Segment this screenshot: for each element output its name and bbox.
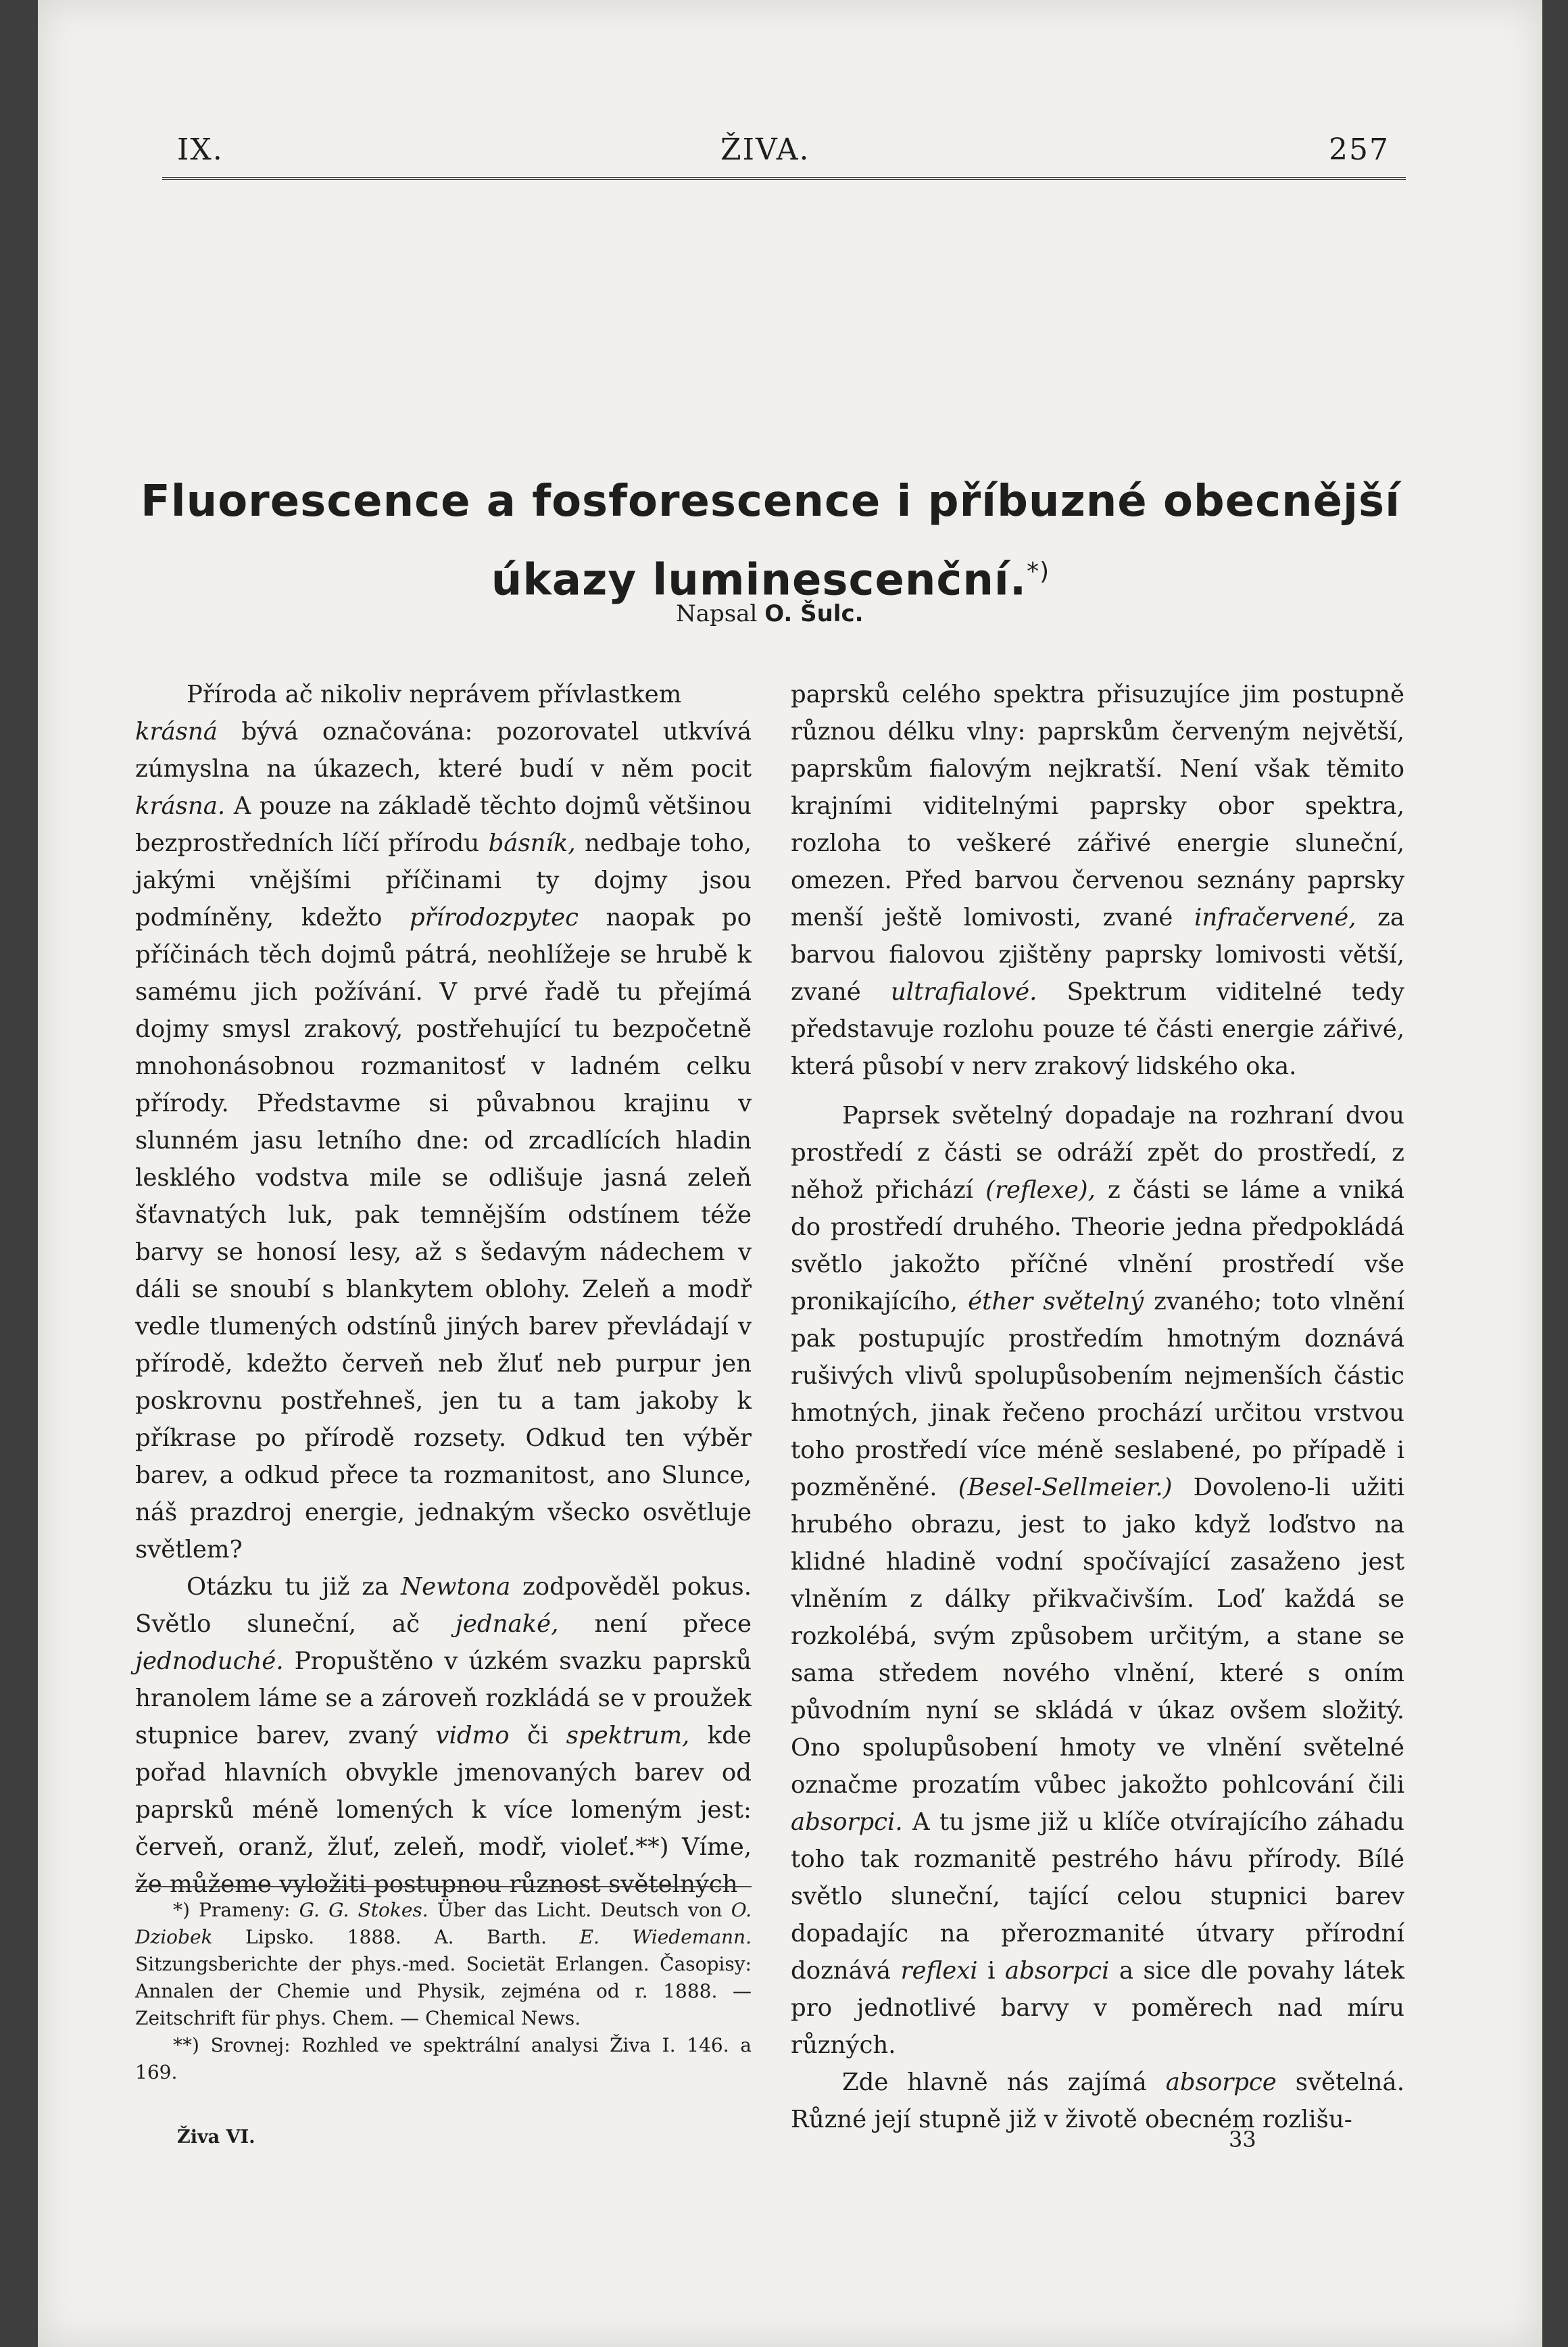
text-run: Sitzungsberichte der phys.-med. Societät Erlangen. Časopisy: Annalen der Chemie und Physik, zejména od r. 1888. — Zeitschrift für phys. Chem. — Chemical News. xyxy=(135,1953,752,2029)
text-run: z části se láme a vniká do prostředí druhého. Theorie jedna předpokládá světlo jakožto příčné vlnění prostředí vše pronikajícího, xyxy=(791,1176,1404,1315)
footnote-rule xyxy=(135,1886,752,1887)
italic-run: reflexi xyxy=(900,1957,978,1985)
running-head-journal: ŽIVA. xyxy=(720,132,810,167)
italic-run: absorpce xyxy=(1165,2068,1277,2096)
text-run: za barvou fialovou zjištěny paprsky lomivosti větší, zvané xyxy=(791,904,1404,1006)
footnote-1 xyxy=(135,1897,752,2032)
author-name: O. Šulc. xyxy=(764,600,864,627)
italic-run: jednoduché. xyxy=(135,1647,284,1675)
running-head-page-number: 257 xyxy=(1329,132,1390,167)
italic-run: krásná xyxy=(135,718,218,746)
text-run: zvaného; toto vlnění pak postupujíc prostředím hmotným doznává rušivých vlivů spolupůsobením nejmenších částic hmotných, jinak řečeno prochází určitou vrstvou toho prostředí více méně seslabené, po případě i pozměněné. xyxy=(791,1288,1404,1501)
text-run: Spektrum viditelné tedy představuje rozlohu pouze té části energie zářivé, která působí v nerv zrakový lidského oka. xyxy=(791,978,1404,1080)
text-run: nedbaje toho, jakými vnějšími příčinami ty dojmy jsou podmíněny, kdežto xyxy=(135,829,752,931)
italic-run: krásna. xyxy=(135,792,226,820)
byline xyxy=(676,600,864,627)
title-line-2-text: úkazy luminescenční. xyxy=(491,555,1027,606)
text-run: Dovoleno-li užiti hrubého obrazu, jest to jako když loďstvo na klidné hladině vodní spočívající zasaženo jest vlněním z dálky přikvačivším. Loď každá se rozkolébá, svým způsobem určitým, a stane se sama středem nového vlnění, které s oním původním nyní se skládá v úkaz ovšem složitý. Ono spolupůsobení hmoty ve vlnění světelné označme prozatím vůbec jakožto pohlcování čili xyxy=(791,1474,1404,1799)
italic-run: O. Dziobek xyxy=(135,1899,752,1948)
text-run: či xyxy=(509,1722,549,1749)
left-paragraph-1 xyxy=(135,676,752,1568)
footnotes xyxy=(135,1897,752,2086)
text-run: Příroda ač nikoliv neprávem přívlastkem xyxy=(187,681,682,708)
text-run: A pouze na základě těchto dojmů většinou bezprostředních líčí přírodu xyxy=(135,792,752,857)
text-run: bývá označována: pozorovatel utkvívá zúmyslna na úkazech, které budí v něm pocit xyxy=(135,718,752,783)
right-paragraph-3 xyxy=(791,2064,1404,2138)
running-head-volume: IX. xyxy=(177,132,224,167)
italic-run: (Besel-Sellmeier.) xyxy=(958,1474,1173,1501)
right-column xyxy=(791,676,1404,2138)
footnote-2: **) Srovnej: Rozhled ve spektrální analysi Živa I. 146. a 169. xyxy=(135,2034,752,2083)
italic-run: éther světelný xyxy=(968,1288,1144,1315)
italic-run: básník, xyxy=(488,829,576,857)
right-paragraph-2 xyxy=(791,1097,1404,2064)
text-run: Über das Licht. Deutsch von xyxy=(428,1899,722,1921)
text-run: Propuštěno v úzkém svazku paprsků hranolem láme se a zároveň rozkládá se v proužek stupnice barev, zvaný xyxy=(135,1647,752,1749)
italic-run: E. Wiedemann. xyxy=(579,1926,752,1948)
italic-run: G. G. Stokes. xyxy=(299,1899,428,1921)
sheet-signature: Živa VI. xyxy=(177,2127,255,2148)
text-run: naopak po příčinách těch dojmů pátrá, neohlížeje se hrubě k samému jich požívání. V prvé řadě tu přejímá dojmy smysl zrakový, postřehující tu bezpočetně mnohonásobnou rozmanitosť v ladném celku přírody. Představme si půvabnou krajinu v slunném jasu letního dne: od zrcadlících hladin lesklého vodstva mile se odlišuje jasná zeleň šťavnatých luk, pak temnějším odstínem téže barvy se honosí lesy, až s šedavým nádechem v dáli se snoubí s blankytem oblohy. Zeleň a modř vedle tlumených odstínů jiných barev převládají v přírodě, kdežto červeň neb žluť neb purpur jen poskrovnu postřehneš, jen tu a tam jakoby k příkrase po přírodě rozsety. Odkud ten výběr barev, a odkud přece ta rozmanitost, ano Slunce, náš prazdroj energie, jednakým všecko osvětluje světlem? xyxy=(135,904,752,1564)
text-run: není přece xyxy=(558,1610,752,1638)
italic-run: jednaké, xyxy=(455,1610,559,1638)
title-line-1: Fluorescence a fosforescence i příbuzné obecnější xyxy=(140,477,1401,527)
italic-run: ultrafialové. xyxy=(890,978,1037,1006)
article-title xyxy=(122,466,1419,615)
text-run: i xyxy=(977,1957,996,1985)
text-run: Paprsek světelný dopadaje na rozhraní dvou prostředí z části se odráží zpět do prostředí, z něhož přichází xyxy=(791,1102,1404,1204)
italic-run: absorpci. xyxy=(791,1808,903,1836)
header-rule xyxy=(162,177,1406,183)
right-paragraph-1 xyxy=(791,676,1404,1085)
left-column xyxy=(135,676,752,1903)
text-run: Zde hlavně nás zajímá xyxy=(842,2068,1147,2096)
text-run: A tu jsme již u klíče otvírajícího záhadu toho tak rozmanitě pestrého hávu přírody. Bílé světlo sluneční, tající celou stupnici barev dopadajíc na přerozmanité útvary přírodní doznává xyxy=(791,1808,1404,1985)
text-run: kde pořad hlavních obvykle jmenovaných barev od paprsků méně lomených k více lomeným jest: červeň, oranž, žluť, zeleň, modř, violeť.**) Víme, že můžeme vyložiti postupnou různost světelných xyxy=(135,1722,752,1898)
text-run: *) Prameny: xyxy=(173,1899,291,1921)
italic-run: (reflexe), xyxy=(985,1176,1096,1204)
italic-run: Newtona xyxy=(401,1573,511,1601)
text-run: zodpověděl pokus. Světlo sluneční, ač xyxy=(135,1573,752,1638)
italic-run: spektrum, xyxy=(566,1722,690,1749)
left-paragraph-2 xyxy=(135,1568,752,1903)
text-run: paprsků celého spektra přisuzujíce jim postupně různou délku vlny: paprskům červeným největší, paprskům fialovým nejkratší. Není však těmito krajními viditelnými paprsky obor spektra, rozloha to veškeré zářivé energie sluneční, omezen. Před barvou červenou seznány paprsky menší ještě lomivosti, zvané xyxy=(791,681,1404,931)
italic-run: vidmo xyxy=(435,1722,510,1749)
text-run: Lipsko. 1888. A. Barth. xyxy=(212,1926,547,1948)
text-run: světelná. Různé její stupně již v životě obecném rozlišu- xyxy=(791,2068,1404,2133)
italic-run: infračervené, xyxy=(1194,904,1356,931)
title-footnote-mark: *) xyxy=(1027,558,1050,585)
text-run: Otázku tu již za xyxy=(187,1573,389,1601)
text-run: a sice dle povahy látek pro jednotlivé barvy v poměrech nad míru různých. xyxy=(791,1957,1404,2059)
italic-run: absorpci xyxy=(1004,1957,1110,1985)
byline-prefix: Napsal xyxy=(676,600,758,627)
sheet-number: 33 xyxy=(1229,2127,1256,2152)
italic-run: přírodozpytec xyxy=(409,904,579,931)
